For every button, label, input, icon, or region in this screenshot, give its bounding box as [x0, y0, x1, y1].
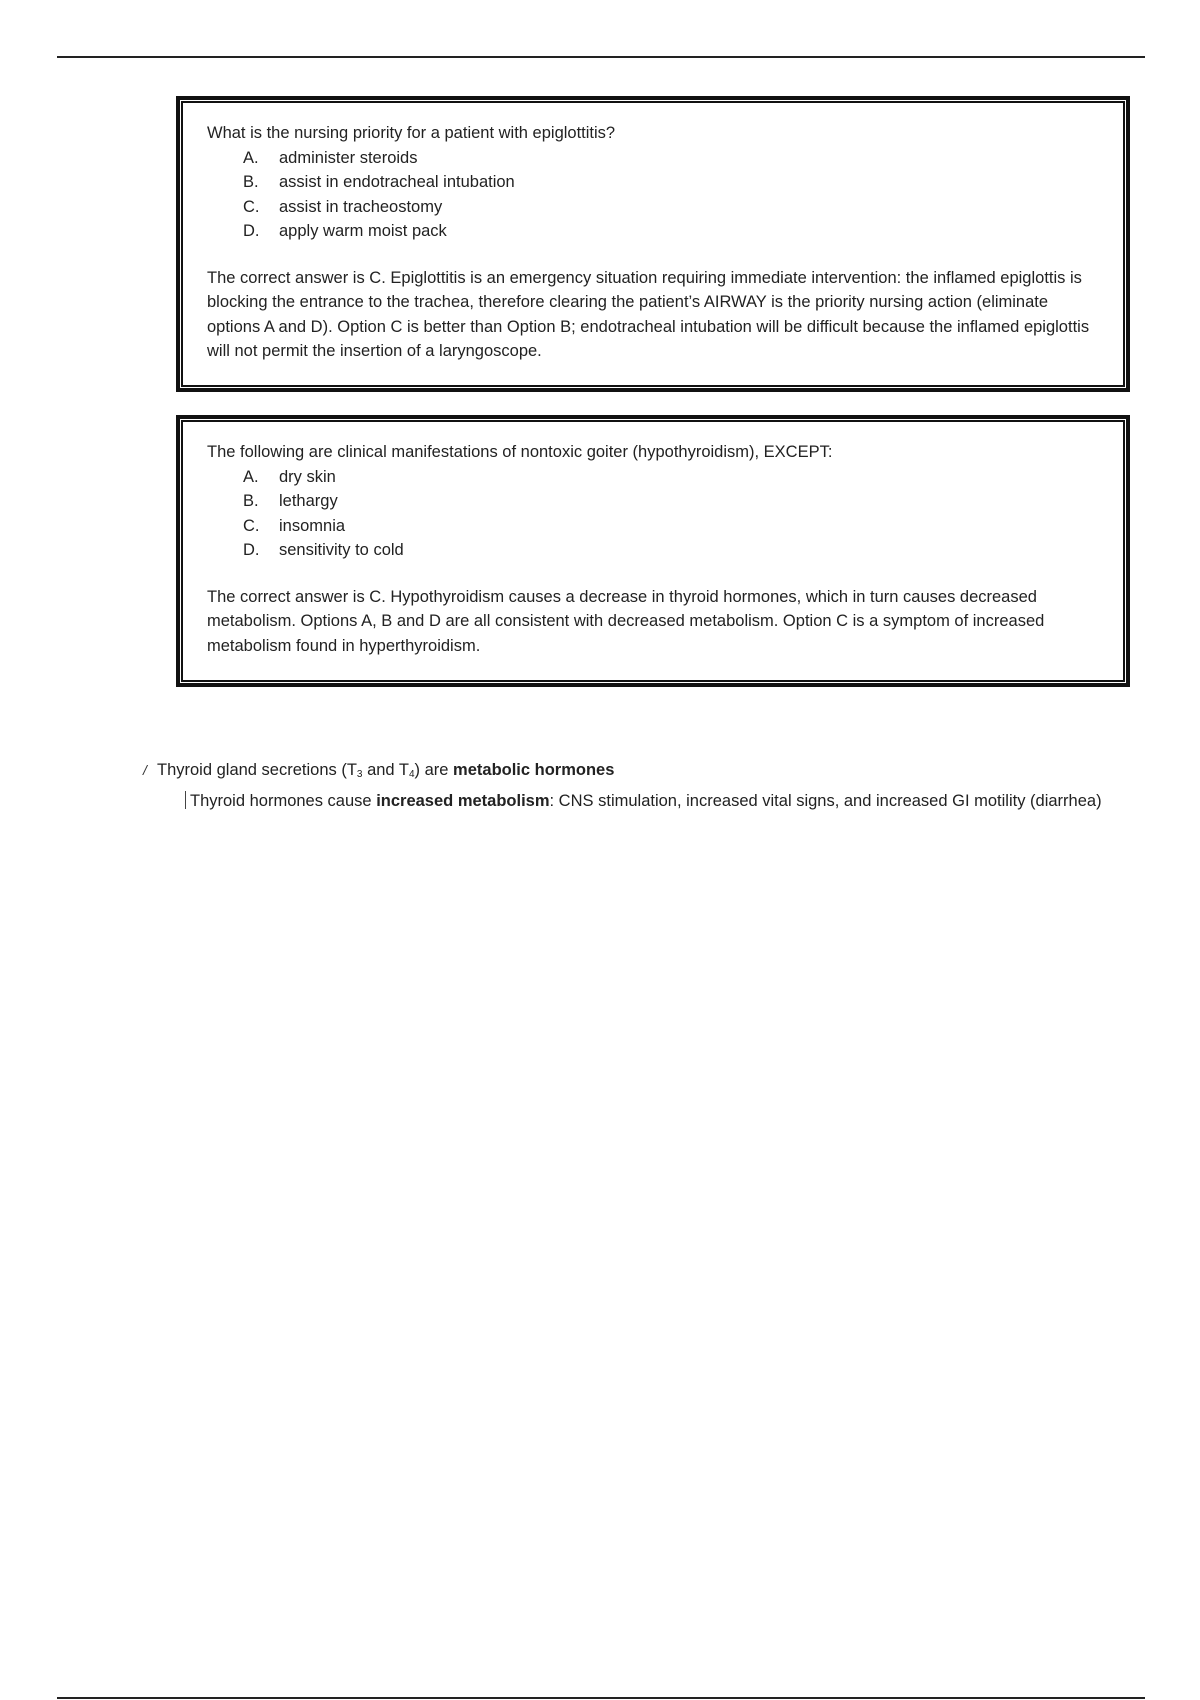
- question-box-epiglottitis: [178, 98, 1128, 390]
- option-c: C. insomnia: [243, 516, 346, 535]
- option-b: B. assist in endotracheal intubation: [243, 173, 515, 191]
- sub-bullet-bar-icon: [185, 791, 186, 809]
- answer-explanation: The correct answer is C. Epiglottitis is an emergency situation requiring immediate intervention: the inflamed epiglottis is blocking the entrance to the trachea, therefore clearing the patient’s AIRWAY is the priority nursing action (eliminate options A and D). Option C is better than Option B; endotracheal intubation will be difficult because the inflamed epiglottis will not permit the insertion of a laryngoscope.: [207, 268, 1090, 360]
- bullet-icon: /: [143, 762, 147, 778]
- question-text: The following are clinical manifestations of nontoxic goiter (hypothyroidism), EXCEPT:: [207, 443, 833, 461]
- note-subbullet-increased-metabolism: Thyroid hormones cause increased metabolism: CNS stimulation, increased vital signs, and increased GI motility (diarrhea): [143, 788, 1128, 814]
- option-b: B. lethargy: [243, 492, 338, 510]
- options-list: [207, 146, 1099, 244]
- option-a: A. administer steroids: [243, 148, 418, 167]
- option-d: D. apply warm moist pack: [243, 222, 447, 240]
- header-rule: [57, 56, 1145, 58]
- option-a: A. dry skin: [243, 467, 336, 486]
- note-bullet-thyroid-secretions: / Thyroid gland secretions ($T_3$ and $T_4$) are metabolic hormones: [143, 758, 1128, 788]
- thyroid-notes: [143, 758, 1128, 813]
- question-box-goiter: [178, 417, 1128, 685]
- option-d: D. sensitivity to cold: [243, 541, 404, 559]
- option-c: C. assist in tracheostomy: [243, 197, 443, 216]
- footer-rule: [57, 1697, 1145, 1699]
- options-list: [207, 465, 1099, 563]
- question-text: What is the nursing priority for a patient with epiglottitis?: [207, 124, 616, 142]
- answer-explanation: The correct answer is C. Hypothyroidism causes a decrease in thyroid hormones, which in turn causes decreased metabolism. Options A, B and D are all consistent with decreased metabolism. Option C is a symptom of increased metabolism found in hyperthyroidism.: [207, 587, 1045, 655]
